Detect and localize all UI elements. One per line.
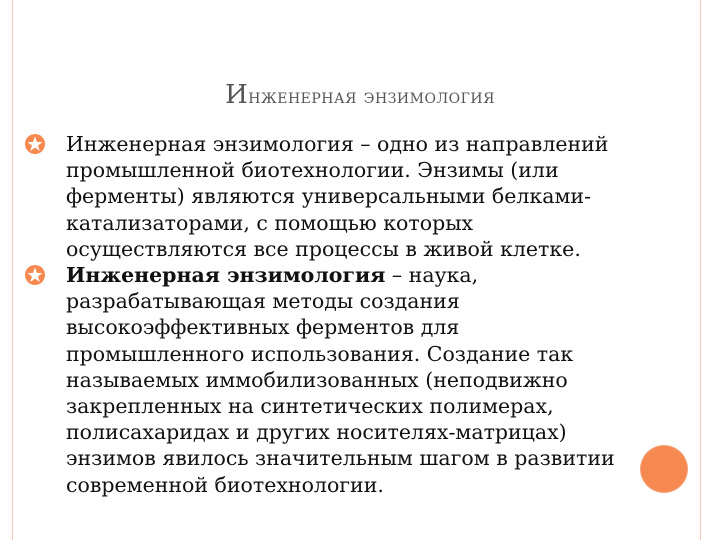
slide-title: [0, 80, 720, 110]
orange-star-icon: [24, 264, 46, 286]
bullet-rest: – наука, разрабатывающая методы создания высокоэффективных ферментов для промышленного использования. Создание так называемых иммобилизованных (неподвижно закрепленных на синтетических полимерах, полисахаридах и других носителях-матрицах) энзимов явилось значительным шагом в развитии современной биотехнологии.: [66, 263, 615, 497]
bullet-term: Инженерная энзимология: [66, 263, 386, 288]
slide-body: [24, 131, 624, 498]
title-initial: И: [225, 80, 249, 110]
bullet-text: Инженерная энзимология – одно из направлений промышленной биотехнологии. Энзимы (или ферменты) являются универсальными белками-катализаторами, с помощью которых осуществляются все процессы в живой клетке.: [66, 132, 609, 261]
title-rest: нженерная энзимология: [248, 84, 495, 108]
orange-star-icon: [24, 133, 46, 155]
bullet-item: [24, 131, 624, 262]
bullet-item: [24, 262, 624, 498]
bullet-text: [66, 262, 624, 498]
decorative-circle: [641, 446, 687, 492]
